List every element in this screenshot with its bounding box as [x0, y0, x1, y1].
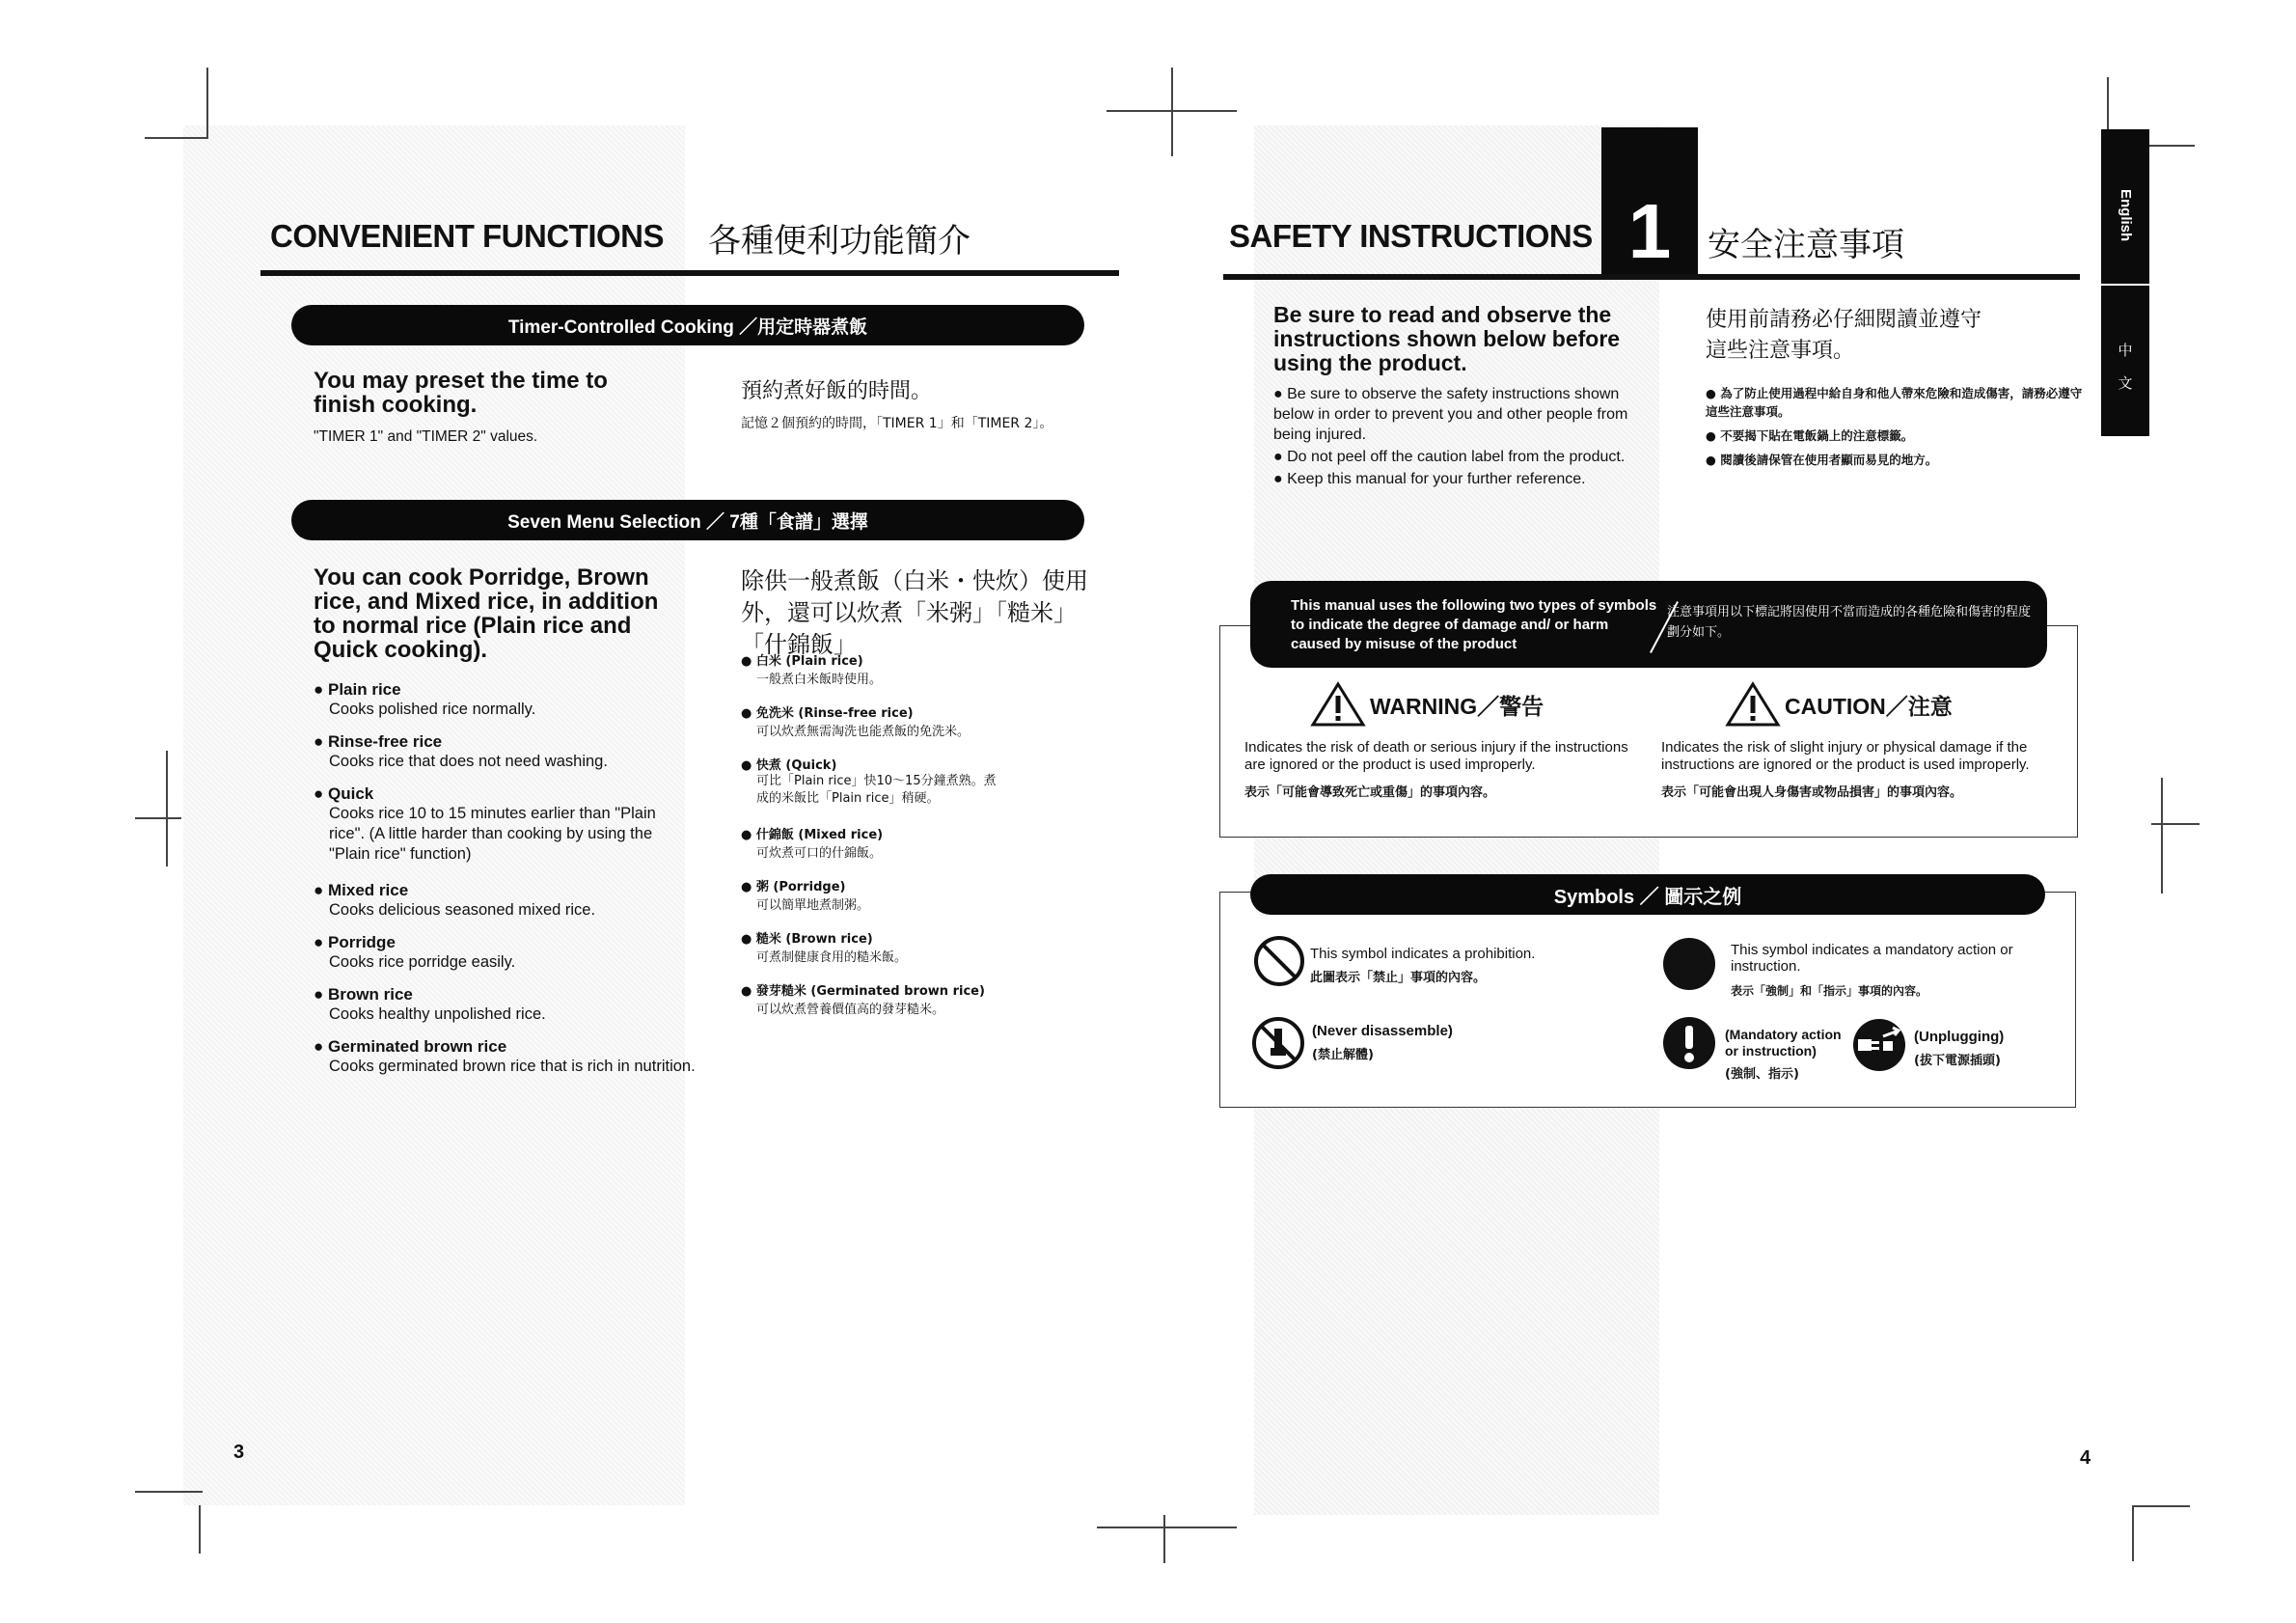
list-item: ● 白米 (Plain rice) 一般煮白米飯時使用。	[741, 650, 1127, 702]
mandatory-icon	[1661, 936, 1717, 992]
item-desc: Cooks rice 10 to 15 minutes earlier than "Plain rice". (A little harder than cooking by using the "Plain rice" function)	[329, 805, 656, 863]
timer-lead-en: You may preset the time to finish cooking.	[314, 368, 608, 418]
list-item: ● Brown rice Cooks healthy unpolished rice.	[314, 985, 699, 1037]
right-page-number: 4	[2080, 1447, 2091, 1469]
caution-label: CAUTION／注意	[1785, 693, 1953, 719]
symbols-pill: Symbols ／ 圖示之例	[1250, 874, 2045, 915]
list-item: ● 閱讀後請保管在使用者顯而易見的地方。	[1706, 453, 1938, 467]
left-page-number: 3	[233, 1442, 245, 1463]
item-name: 免洗米 (Rinse-free rice)	[755, 706, 914, 721]
degree-header-en: This manual uses the following two types of symbols to indicate the degree of damage and/ or harm caused by misuse of the product	[1291, 597, 1657, 652]
warning-label: WARNING／警告	[1370, 693, 1544, 719]
left-page-title: CONVENIENT FUNCTIONS	[270, 218, 665, 254]
safety-bullets-en	[1273, 384, 1630, 489]
list-item: ● 免洗米 (Rinse-free rice) 可以炊煮無需淘洗也能煮飯的免洗米。	[741, 702, 1127, 755]
item-name: 粥 (Porridge)	[755, 880, 846, 894]
warning-heading	[1310, 681, 1544, 728]
timer-section-pill: Timer-Controlled Cooking ／用定時器煮飯	[291, 305, 1084, 345]
no-disassembly-icon	[1250, 1015, 1306, 1071]
symbols-box	[1219, 892, 2076, 1108]
list-item: ● Be sure to observe the safety instructions shown below in order to prevent you and other people from being injured.	[1273, 386, 1628, 443]
item-name: Porridge	[328, 933, 396, 951]
left-title-rule	[260, 270, 1119, 276]
mandatory-desc-en: This symbol indicates a mandatory action or instruction.	[1731, 942, 2013, 975]
right-title-rule	[1223, 274, 2080, 280]
warning-triangle-icon	[1310, 681, 1366, 728]
safety-lead-en: Be sure to read and observe the instructions shown below before using the product.	[1273, 302, 1621, 375]
list-item: ● Mixed rice Cooks delicious seasoned mixed rice.	[314, 881, 699, 933]
disassemble-label-zh: (禁止解體)	[1312, 1048, 1374, 1062]
item-name: 快煮 (Quick)	[755, 758, 837, 773]
list-item: ● 為了防止使用過程中給自身和他人帶來危險和造成傷害，請務必遵守這些注意事項。	[1706, 386, 2083, 419]
list-item: ● Porridge Cooks rice porridge easily.	[314, 933, 699, 985]
item-desc: Cooks rice that does not need washing.	[329, 753, 608, 770]
timer-lead-zh: 預約煮好飯的時間。	[741, 379, 933, 403]
item-name: Quick	[328, 784, 374, 803]
mandatory-desc-zh: 表示「強制」和「指示」事項的內容。	[1731, 984, 1928, 998]
unplug-label-en: (Unplugging)	[1914, 1029, 2005, 1045]
warning-desc-zh: 表示「可能會導致死亡或重傷」的事項內容。	[1244, 785, 1496, 800]
list-item: ● 什錦飯 (Mixed rice) 可炊煮可口的什錦飯。	[741, 824, 1127, 876]
menu-items-zh	[741, 650, 1127, 1032]
list-item: ● 發芽糙米 (Germinated brown rice) 可以炊煮營養價值高的發芽糙米。	[741, 980, 1127, 1032]
unplug-label-zh: (拔下電源插頭)	[1914, 1054, 2001, 1068]
menu-section-pill: Seven Menu Selection ／ 7種「食譜」選擇	[291, 500, 1084, 540]
menu-lead-zh: 除供一般煮飯（白米・快炊）使用外，還可以炊煮「米粥」「糙米」「什錦飯」	[741, 567, 1088, 658]
list-item: ● Do not peel off the caution label from the product.	[1273, 449, 1626, 465]
list-item: ● Quick Cooks rice 10 to 15 minutes earlier than "Plain rice". (A little harder than cooking by using the "Plain rice" function)	[314, 784, 699, 881]
item-desc: 可炊煮可口的什錦飯。	[756, 846, 883, 861]
side-tab-english: English	[2118, 189, 2134, 242]
mandatory-action-label-en: (Mandatory action or instruction)	[1725, 1027, 1842, 1059]
item-name: 白米 (Plain rice)	[755, 654, 863, 669]
item-name: 什錦飯 (Mixed rice)	[755, 828, 884, 842]
menu-lead-en: You can cook Porridge, Brown rice, and Mixed rice, in addition to normal rice (Plain rice and Quick cooking).	[314, 564, 659, 663]
left-page-title-zh: 各種便利功能簡介	[708, 222, 970, 261]
safety-bullets-zh	[1706, 384, 2091, 469]
disassemble-label-en: (Never disassemble)	[1312, 1023, 1453, 1039]
prohibition-desc-en: This symbol indicates a prohibition.	[1310, 946, 1536, 962]
side-tab-divider	[2101, 284, 2149, 286]
list-item: ● 快煮 (Quick) 可比「Plain rice」快10～15分鐘煮熟。煮成的米飯比「Plain rice」稍硬。	[741, 755, 1127, 824]
chapter-number-block: 1	[1601, 127, 1698, 274]
list-item: ● Germinated brown rice Cooks germinated brown rice that is rich in nutrition.	[314, 1037, 699, 1089]
menu-items-en	[314, 680, 699, 1089]
exclamation-icon	[1661, 1015, 1717, 1071]
item-desc: Cooks rice porridge easily.	[329, 953, 516, 971]
unplug-icon	[1850, 1017, 1908, 1073]
item-name: Rinse-free rice	[328, 732, 443, 751]
item-desc: 可以炊煮無需淘洗也能煮飯的免洗米。	[756, 725, 970, 739]
item-name: Plain rice	[328, 680, 401, 699]
list-item: ● 不要揭下貼在電飯鍋上的注意標籤。	[1706, 428, 1914, 443]
item-name: 發芽糙米 (Germinated brown rice)	[755, 984, 985, 999]
right-page-title-zh: 安全注意事項	[1708, 226, 1904, 264]
item-desc: Cooks germinated brown rice that is rich in nutrition.	[329, 1058, 696, 1075]
list-item: ● Plain rice Cooks polished rice normally.	[314, 680, 699, 732]
item-name: 糙米 (Brown rice)	[755, 932, 873, 947]
caution-triangle-icon	[1725, 681, 1781, 728]
list-item: ● 糙米 (Brown rice) 可煮制健康食用的糙米飯。	[741, 928, 1127, 980]
mandatory-action-label-zh: (強制、指示)	[1725, 1067, 1799, 1082]
list-item: ● Rinse-free rice Cooks rice that does not need washing.	[314, 732, 699, 784]
list-item: ● 粥 (Porridge) 可以簡單地煮制粥。	[741, 876, 1127, 928]
left-header	[268, 214, 1127, 276]
caution-desc-zh: 表示「可能會出現人身傷害或物品損害」的事項內容。	[1661, 785, 1963, 800]
item-name: Germinated brown rice	[328, 1037, 507, 1056]
language-side-tab	[2101, 129, 2149, 436]
safety-lead-zh: 使用前請務必仔細閱讀並遵守這些注意事項。	[1706, 308, 1982, 363]
item-desc: 可以簡單地煮制粥。	[756, 898, 870, 913]
item-name: Brown rice	[328, 985, 413, 1004]
list-item: ● Keep this manual for your further reference.	[1273, 471, 1586, 487]
degree-header-zh: 注意事項用以下標記將因使用不當而造成的各種危險和傷害的程度劃分如下。	[1667, 605, 2032, 640]
degree-header	[1250, 581, 2047, 668]
item-desc: 可以炊煮營養價值高的發芽糙米。	[756, 1003, 945, 1017]
caution-desc-en: Indicates the risk of slight injury or physical damage if the instructions are ignored or the product is used improperly.	[1661, 739, 2030, 773]
item-desc: 可比「Plain rice」快10～15分鐘煮熟。煮成的米飯比「Plain rice」稍硬。	[756, 774, 997, 806]
item-desc: Cooks healthy unpolished rice.	[329, 1005, 546, 1023]
warning-desc-en: Indicates the risk of death or serious injury if the instructions are ignored or the product is used improperly.	[1244, 739, 1628, 773]
timer-sub-zh: 記憶２個預約的時間，「TIMER 1」和「TIMER 2」。	[741, 416, 1053, 431]
side-tab-chinese: 中 文	[2118, 342, 2133, 392]
prohibition-icon	[1252, 934, 1306, 988]
caution-heading	[1725, 681, 1953, 728]
item-name: Mixed rice	[328, 881, 409, 899]
item-desc: 一般煮白米飯時使用。	[756, 673, 883, 687]
timer-sub-en: "TIMER 1" and "TIMER 2" values.	[314, 428, 538, 445]
item-desc: Cooks polished rice normally.	[329, 701, 536, 718]
item-desc: 可煮制健康食用的糙米飯。	[756, 950, 908, 965]
right-page-title: SAFETY INSTRUCTIONS	[1229, 218, 1593, 254]
prohibition-desc-zh: 此圖表示「禁止」事項的內容。	[1310, 971, 1487, 985]
item-desc: Cooks delicious seasoned mixed rice.	[329, 901, 596, 919]
